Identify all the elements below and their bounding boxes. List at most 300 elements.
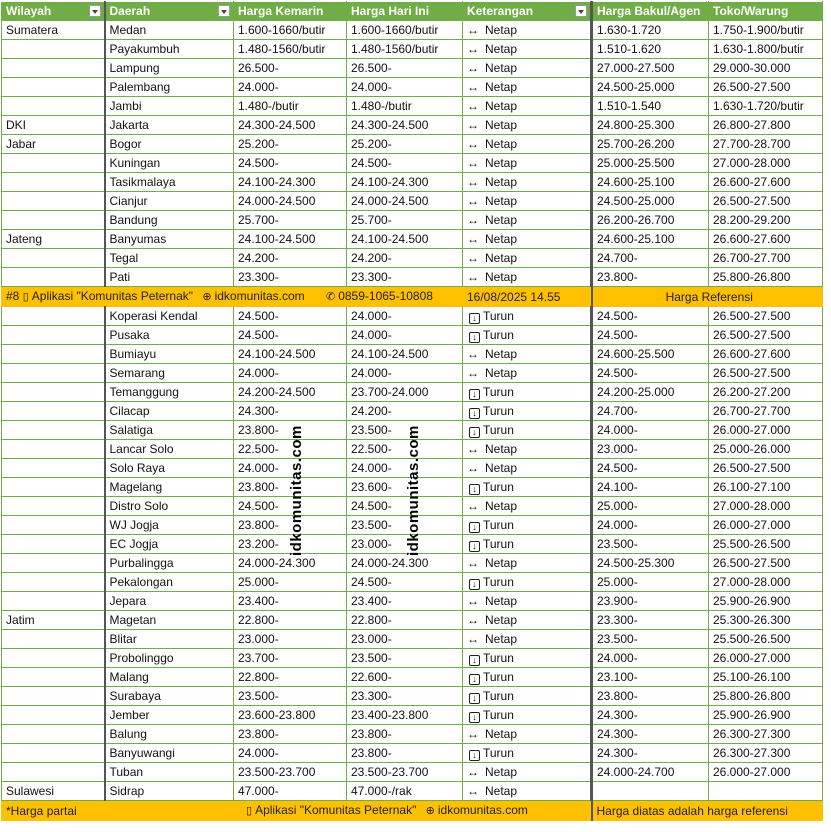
cell-harga-hari-ini[interactable]: 23.500-23.700 — [347, 763, 463, 782]
cell-keterangan[interactable] — [463, 40, 592, 59]
cell-toko-warung[interactable]: 25.900-26.900 — [709, 706, 823, 725]
cell-wilayah[interactable] — [2, 668, 105, 687]
cell-harga-kemarin[interactable]: 22.800- — [234, 611, 347, 630]
cell-toko-warung[interactable]: 25.100-26.100 — [709, 668, 823, 687]
cell-toko-warung[interactable]: 26.500-27.500 — [709, 307, 823, 326]
cell-toko-warung[interactable]: 25.800-26.800 — [709, 268, 823, 287]
cell-harga-bakul[interactable]: 23.800- — [592, 268, 709, 287]
cell-wilayah[interactable] — [2, 345, 105, 364]
cell-wilayah[interactable] — [2, 440, 105, 459]
cell-harga-bakul[interactable]: 24.000- — [592, 421, 709, 440]
cell-harga-bakul[interactable]: 1.510-1.540 — [592, 97, 709, 116]
cell-harga-bakul[interactable]: 24.500-25.000 — [592, 192, 709, 211]
cell-harga-kemarin[interactable]: 24.000- — [234, 78, 347, 97]
cell-harga-hari-ini[interactable]: 24.000- — [347, 78, 463, 97]
cell-harga-kemarin[interactable]: 24.000- — [234, 459, 347, 478]
cell-harga-hari-ini[interactable]: 23.700-24.000 — [347, 383, 463, 402]
header-toko-warung[interactable]: Toko/Warung — [709, 2, 823, 21]
cell-harga-kemarin[interactable]: 24.500- — [234, 326, 347, 345]
cell-keterangan[interactable] — [463, 497, 592, 516]
cell-harga-hari-ini[interactable]: 25.200- — [347, 135, 463, 154]
cell-harga-kemarin[interactable]: 23.600-23.800 — [234, 706, 347, 725]
cell-harga-bakul[interactable]: 24.200-25.000 — [592, 383, 709, 402]
cell-daerah[interactable]: Purbalingga — [105, 554, 234, 573]
cell-toko-warung[interactable]: 26.700-27.700 — [709, 402, 823, 421]
cell-wilayah[interactable] — [2, 744, 105, 763]
cell-daerah[interactable]: Distro Solo — [105, 497, 234, 516]
cell-toko-warung[interactable]: 26.300-27.300 — [709, 725, 823, 744]
cell-harga-kemarin[interactable]: 24.200-24.500 — [234, 383, 347, 402]
cell-daerah[interactable]: Banyuwangi — [105, 744, 234, 763]
cell-keterangan[interactable] — [463, 326, 592, 345]
cell-toko-warung[interactable]: 27.000-28.000 — [709, 573, 823, 592]
cell-keterangan[interactable] — [463, 307, 592, 326]
cell-harga-hari-ini[interactable]: 23.500- — [347, 649, 463, 668]
cell-keterangan[interactable] — [463, 402, 592, 421]
cell-harga-kemarin[interactable]: 24.100-24.500 — [234, 345, 347, 364]
cell-harga-hari-ini[interactable]: 23.500- — [347, 421, 463, 440]
cell-toko-warung[interactable]: 26.200-27.200 — [709, 383, 823, 402]
cell-toko-warung[interactable]: 25.000-26.000 — [709, 440, 823, 459]
cell-wilayah[interactable] — [2, 78, 105, 97]
filter-dropdown-icon[interactable] — [89, 5, 101, 17]
cell-daerah[interactable]: Kuningan — [105, 154, 234, 173]
cell-wilayah[interactable] — [2, 97, 105, 116]
cell-harga-bakul[interactable]: 24.300- — [592, 725, 709, 744]
cell-daerah[interactable]: Tegal — [105, 249, 234, 268]
cell-harga-hari-ini[interactable]: 24.000- — [347, 326, 463, 345]
cell-toko-warung[interactable]: 26.600-27.600 — [709, 173, 823, 192]
cell-harga-kemarin[interactable]: 23.500-23.700 — [234, 763, 347, 782]
cell-wilayah[interactable] — [2, 516, 105, 535]
cell-harga-hari-ini[interactable]: 22.500- — [347, 440, 463, 459]
header-harga-kemarin[interactable]: Harga Kemarin — [234, 2, 347, 21]
cell-toko-warung[interactable]: 28.200-29.200 — [709, 211, 823, 230]
cell-keterangan[interactable] — [463, 97, 592, 116]
cell-harga-bakul[interactable]: 25.000-25.500 — [592, 154, 709, 173]
cell-wilayah[interactable] — [2, 364, 105, 383]
cell-harga-hari-ini[interactable]: 24.500- — [347, 497, 463, 516]
cell-daerah[interactable]: Jambi — [105, 97, 234, 116]
cell-toko-warung[interactable]: 26.500-27.500 — [709, 364, 823, 383]
cell-toko-warung[interactable]: 26.800-27.800 — [709, 116, 823, 135]
cell-wilayah[interactable] — [2, 192, 105, 211]
cell-harga-kemarin[interactable]: 47.000- — [234, 782, 347, 801]
cell-harga-hari-ini[interactable]: 24.200- — [347, 402, 463, 421]
cell-wilayah[interactable] — [2, 554, 105, 573]
cell-daerah[interactable]: Payakumbuh — [105, 40, 234, 59]
cell-harga-bakul[interactable]: 24.300- — [592, 706, 709, 725]
cell-daerah[interactable]: Sidrap — [105, 782, 234, 801]
cell-harga-hari-ini[interactable]: 23.800- — [347, 725, 463, 744]
cell-harga-hari-ini[interactable]: 24.000- — [347, 364, 463, 383]
table-row — [2, 249, 823, 268]
cell-harga-hari-ini[interactable]: 24.000-24.300 — [347, 554, 463, 573]
cell-harga-kemarin[interactable]: 23.800- — [234, 725, 347, 744]
cell-harga-kemarin[interactable]: 1.600-1660/butir — [234, 21, 347, 40]
cell-toko-warung[interactable]: 25.500-26.500 — [709, 535, 823, 554]
cell-harga-bakul[interactable]: 27.000-27.500 — [592, 59, 709, 78]
cell-harga-kemarin[interactable]: 24.000-24.500 — [234, 192, 347, 211]
cell-toko-warung[interactable]: 26.000-27.000 — [709, 649, 823, 668]
cell-harga-kemarin[interactable]: 24.500- — [234, 154, 347, 173]
cell-harga-kemarin[interactable]: 25.200- — [234, 135, 347, 154]
cell-harga-hari-ini[interactable]: 24.000-24.500 — [347, 192, 463, 211]
cell-harga-bakul[interactable]: 24.000-24.700 — [592, 763, 709, 782]
cell-daerah[interactable]: Tuban — [105, 763, 234, 782]
cell-harga-bakul[interactable]: 1.510-1.620 — [592, 40, 709, 59]
cell-wilayah[interactable] — [2, 326, 105, 345]
cell-keterangan[interactable] — [463, 554, 592, 573]
table-row — [2, 154, 823, 173]
cell-keterangan[interactable] — [463, 478, 592, 497]
cell-daerah[interactable]: Probolinggo — [105, 649, 234, 668]
cell-harga-kemarin[interactable]: 24.500- — [234, 497, 347, 516]
cell-wilayah[interactable] — [2, 173, 105, 192]
cell-harga-bakul[interactable]: 23.100- — [592, 668, 709, 687]
cell-harga-bakul[interactable]: 24.500- — [592, 364, 709, 383]
cell-keterangan[interactable] — [463, 192, 592, 211]
cell-harga-kemarin[interactable]: 23.300- — [234, 268, 347, 287]
table-row — [2, 592, 823, 611]
cell-harga-bakul[interactable]: 23.500- — [592, 630, 709, 649]
cell-keterangan[interactable] — [463, 535, 592, 554]
table-row — [2, 135, 823, 154]
cell-toko-warung[interactable]: 25.800-26.800 — [709, 687, 823, 706]
cell-toko-warung[interactable]: 26.600-27.600 — [709, 345, 823, 364]
cell-wilayah[interactable]: Jatim — [2, 611, 105, 630]
cell-harga-kemarin[interactable]: 22.800- — [234, 668, 347, 687]
cell-wilayah[interactable]: Sulawesi — [2, 782, 105, 801]
cell-harga-bakul[interactable]: 24.600-25.100 — [592, 230, 709, 249]
cell-toko-warung[interactable]: 26.500-27.500 — [709, 554, 823, 573]
cell-wilayah[interactable] — [2, 725, 105, 744]
cell-daerah[interactable]: Solo Raya — [105, 459, 234, 478]
cell-keterangan[interactable] — [463, 59, 592, 78]
cell-harga-bakul[interactable]: 25.000- — [592, 573, 709, 592]
cell-keterangan[interactable] — [463, 725, 592, 744]
cell-keterangan[interactable] — [463, 364, 592, 383]
cell-harga-hari-ini[interactable]: 23.600- — [347, 478, 463, 497]
cell-harga-kemarin[interactable]: 1.480-1560/butir — [234, 40, 347, 59]
cell-wilayah[interactable] — [2, 268, 105, 287]
cell-wilayah[interactable]: Jateng — [2, 230, 105, 249]
cell-keterangan[interactable] — [463, 668, 592, 687]
cell-toko-warung[interactable]: 25.900-26.900 — [709, 592, 823, 611]
keterangan-label: Turun — [483, 385, 514, 399]
cell-harga-bakul[interactable]: 24.500- — [592, 326, 709, 345]
cell-daerah[interactable]: Jember — [105, 706, 234, 725]
cell-daerah[interactable]: WJ Jogja — [105, 516, 234, 535]
cell-harga-hari-ini[interactable]: 23.500- — [347, 516, 463, 535]
cell-wilayah[interactable]: Sumatera — [2, 21, 105, 40]
cell-harga-kemarin[interactable]: 24.000-24.300 — [234, 554, 347, 573]
cell-daerah[interactable]: Medan — [105, 21, 234, 40]
cell-daerah[interactable]: Surabaya — [105, 687, 234, 706]
cell-keterangan[interactable] — [463, 687, 592, 706]
cell-harga-bakul[interactable]: 24.100- — [592, 478, 709, 497]
cell-daerah[interactable]: Blitar — [105, 630, 234, 649]
cell-daerah[interactable]: Magelang — [105, 478, 234, 497]
cell-keterangan[interactable] — [463, 78, 592, 97]
cell-harga-hari-ini[interactable]: 23.400-23.800 — [347, 706, 463, 725]
cell-daerah[interactable]: Bogor — [105, 135, 234, 154]
cell-harga-bakul[interactable]: 23.500- — [592, 535, 709, 554]
cell-harga-hari-ini[interactable]: 23.800- — [347, 744, 463, 763]
cell-wilayah[interactable] — [2, 687, 105, 706]
cell-keterangan[interactable] — [463, 611, 592, 630]
cell-keterangan[interactable] — [463, 744, 592, 763]
cell-wilayah[interactable] — [2, 459, 105, 478]
cell-wilayah[interactable] — [2, 40, 105, 59]
cell-keterangan[interactable] — [463, 459, 592, 478]
cell-daerah[interactable]: EC Jogja — [105, 535, 234, 554]
cell-keterangan[interactable] — [463, 706, 592, 725]
cell-wilayah[interactable] — [2, 649, 105, 668]
cell-daerah[interactable]: Lampung — [105, 59, 234, 78]
cell-harga-kemarin[interactable]: 23.000- — [234, 630, 347, 649]
cell-keterangan[interactable] — [463, 782, 592, 801]
cell-daerah[interactable]: Salatiga — [105, 421, 234, 440]
cell-daerah[interactable]: Magetan — [105, 611, 234, 630]
cell-daerah[interactable]: Bandung — [105, 211, 234, 230]
cell-daerah[interactable]: Cilacap — [105, 402, 234, 421]
cell-daerah[interactable]: Pekalongan — [105, 573, 234, 592]
cell-harga-bakul[interactable]: 25.000- — [592, 497, 709, 516]
cell-daerah[interactable]: Jepara — [105, 592, 234, 611]
cell-toko-warung[interactable] — [709, 782, 823, 801]
cell-harga-bakul[interactable]: 24.800-25.300 — [592, 116, 709, 135]
cell-harga-hari-ini[interactable]: 23.300- — [347, 687, 463, 706]
cell-harga-hari-ini[interactable]: 23.400- — [347, 592, 463, 611]
cell-harga-bakul[interactable]: 23.000- — [592, 440, 709, 459]
cell-daerah[interactable]: Jakarta — [105, 116, 234, 135]
cell-harga-bakul[interactable]: 24.500-25.000 — [592, 78, 709, 97]
cell-harga-bakul[interactable]: 24.300- — [592, 744, 709, 763]
cell-harga-hari-ini[interactable]: 24.500- — [347, 573, 463, 592]
cell-harga-kemarin[interactable]: 23.200- — [234, 535, 347, 554]
cell-harga-kemarin[interactable]: 23.800- — [234, 421, 347, 440]
cell-daerah[interactable]: Bumiayu — [105, 345, 234, 364]
cell-keterangan[interactable] — [463, 573, 592, 592]
left-right-arrow-icon: ↔ — [467, 347, 479, 361]
cell-harga-hari-ini[interactable]: 23.000- — [347, 535, 463, 554]
cell-keterangan[interactable] — [463, 649, 592, 668]
cell-harga-kemarin[interactable]: 24.000- — [234, 364, 347, 383]
cell-keterangan[interactable] — [463, 763, 592, 782]
cell-toko-warung[interactable]: 26.000-27.000 — [709, 516, 823, 535]
filter-dropdown-icon[interactable] — [218, 5, 230, 17]
cell-harga-kemarin[interactable]: 23.500- — [234, 687, 347, 706]
cell-toko-warung[interactable]: 1.630-1.720/butir — [709, 97, 823, 116]
cell-keterangan[interactable] — [463, 345, 592, 364]
cell-daerah[interactable]: Pusaka — [105, 326, 234, 345]
cell-harga-bakul[interactable]: 24.700- — [592, 249, 709, 268]
cell-toko-warung[interactable]: 26.500-27.500 — [709, 326, 823, 345]
cell-harga-kemarin[interactable]: 24.300-24.500 — [234, 116, 347, 135]
cell-toko-warung[interactable]: 27.000-28.000 — [709, 154, 823, 173]
cell-wilayah[interactable] — [2, 402, 105, 421]
cell-wilayah[interactable] — [2, 307, 105, 326]
filter-dropdown-icon[interactable] — [575, 5, 587, 17]
cell-wilayah[interactable] — [2, 154, 105, 173]
cell-harga-hari-ini[interactable]: 47.000-/rak — [347, 782, 463, 801]
cell-toko-warung[interactable]: 26.500-27.500 — [709, 192, 823, 211]
cell-daerah[interactable]: Malang — [105, 668, 234, 687]
header-wilayah[interactable]: Wilayah — [2, 2, 105, 21]
table-row — [2, 364, 823, 383]
cell-harga-hari-ini[interactable]: 22.600- — [347, 668, 463, 687]
cell-toko-warung[interactable]: 26.700-27.700 — [709, 249, 823, 268]
cell-keterangan[interactable] — [463, 135, 592, 154]
cell-wilayah[interactable] — [2, 211, 105, 230]
cell-wilayah[interactable] — [2, 421, 105, 440]
keterangan-label: Turun — [483, 670, 514, 684]
cell-harga-hari-ini[interactable]: 24.000- — [347, 307, 463, 326]
cell-daerah[interactable]: Semarang — [105, 364, 234, 383]
cell-keterangan[interactable] — [463, 230, 592, 249]
cell-harga-kemarin[interactable]: 1.480-/butir — [234, 97, 347, 116]
cell-harga-hari-ini[interactable]: 23.000- — [347, 630, 463, 649]
cell-daerah[interactable]: Lancar Solo — [105, 440, 234, 459]
cell-daerah[interactable]: Temanggung — [105, 383, 234, 402]
cell-harga-hari-ini[interactable]: 25.700- — [347, 211, 463, 230]
cell-wilayah[interactable]: Jabar — [2, 135, 105, 154]
cell-harga-kemarin[interactable]: 25.700- — [234, 211, 347, 230]
cell-toko-warung[interactable]: 25.500-26.500 — [709, 630, 823, 649]
header-daerah[interactable]: Daerah — [105, 2, 234, 21]
cell-wilayah[interactable] — [2, 478, 105, 497]
cell-toko-warung[interactable]: 26.300-27.300 — [709, 744, 823, 763]
cell-toko-warung[interactable]: 26.500-27.500 — [709, 459, 823, 478]
cell-daerah[interactable]: Balung — [105, 725, 234, 744]
cell-keterangan[interactable] — [463, 421, 592, 440]
cell-harga-bakul[interactable]: 24.700- — [592, 402, 709, 421]
cell-harga-bakul[interactable]: 24.000- — [592, 516, 709, 535]
cell-daerah[interactable]: Cianjur — [105, 192, 234, 211]
cell-daerah[interactable]: Palembang — [105, 78, 234, 97]
cell-wilayah[interactable] — [2, 763, 105, 782]
footer-row — [2, 801, 823, 821]
cell-daerah[interactable]: Pati — [105, 268, 234, 287]
cell-harga-kemarin[interactable]: 23.700- — [234, 649, 347, 668]
cell-wilayah[interactable] — [2, 630, 105, 649]
cell-harga-bakul[interactable]: 23.800- — [592, 687, 709, 706]
cell-harga-bakul[interactable]: 24.500- — [592, 307, 709, 326]
cell-toko-warung[interactable]: 26.600-27.600 — [709, 230, 823, 249]
cell-toko-warung[interactable]: 25.300-26.300 — [709, 611, 823, 630]
cell-toko-warung[interactable]: 27.700-28.700 — [709, 135, 823, 154]
cell-keterangan[interactable] — [463, 21, 592, 40]
cell-harga-hari-ini[interactable]: 24.100-24.500 — [347, 230, 463, 249]
cell-harga-hari-ini[interactable]: 1.480-1560/butir — [347, 40, 463, 59]
cell-daerah[interactable]: Banyumas — [105, 230, 234, 249]
cell-harga-hari-ini[interactable]: 1.480-/butir — [347, 97, 463, 116]
cell-harga-bakul[interactable]: 23.300- — [592, 611, 709, 630]
cell-keterangan[interactable] — [463, 249, 592, 268]
cell-harga-bakul[interactable]: 24.600-25.100 — [592, 173, 709, 192]
header-harga-bakul[interactable]: Harga Bakul/Agen — [592, 2, 709, 21]
cell-toko-warung[interactable]: 29.000-30.000 — [709, 59, 823, 78]
cell-harga-kemarin[interactable]: 23.400- — [234, 592, 347, 611]
cell-harga-hari-ini[interactable]: 24.300-24.500 — [347, 116, 463, 135]
cell-daerah[interactable]: Koperasi Kendal — [105, 307, 234, 326]
cell-harga-hari-ini[interactable]: 24.000- — [347, 459, 463, 478]
cell-harga-kemarin[interactable]: 24.200- — [234, 249, 347, 268]
cell-wilayah[interactable] — [2, 573, 105, 592]
cell-wilayah[interactable] — [2, 249, 105, 268]
cell-keterangan[interactable] — [463, 268, 592, 287]
cell-harga-hari-ini[interactable]: 24.200- — [347, 249, 463, 268]
cell-keterangan[interactable] — [463, 116, 592, 135]
cell-harga-bakul[interactable]: 1.630-1.720 — [592, 21, 709, 40]
header-keterangan[interactable]: Keterangan — [463, 2, 592, 21]
cell-wilayah[interactable] — [2, 497, 105, 516]
cell-wilayah[interactable] — [2, 706, 105, 725]
cell-toko-warung[interactable]: 1.750-1.900/butir — [709, 21, 823, 40]
cell-harga-kemarin[interactable]: 24.300- — [234, 402, 347, 421]
cell-keterangan[interactable] — [463, 173, 592, 192]
left-right-arrow-icon: ↔ — [467, 613, 479, 627]
cell-harga-bakul[interactable]: 24.000- — [592, 649, 709, 668]
cell-keterangan[interactable] — [463, 630, 592, 649]
cell-harga-kemarin[interactable]: 24.500- — [234, 307, 347, 326]
cell-harga-hari-ini[interactable]: 26.500- — [347, 59, 463, 78]
cell-harga-kemarin[interactable]: 24.000- — [234, 744, 347, 763]
cell-harga-hari-ini[interactable]: 24.100-24.500 — [347, 345, 463, 364]
cell-harga-bakul[interactable]: 24.500-25.300 — [592, 554, 709, 573]
cell-harga-hari-ini[interactable]: 1.600-1660/butir — [347, 21, 463, 40]
cell-keterangan[interactable] — [463, 440, 592, 459]
cell-daerah[interactable]: Tasikmalaya — [105, 173, 234, 192]
cell-keterangan[interactable] — [463, 154, 592, 173]
cell-toko-warung[interactable]: 26.000-27.000 — [709, 421, 823, 440]
cell-keterangan[interactable] — [463, 516, 592, 535]
cell-wilayah[interactable] — [2, 383, 105, 402]
cell-harga-bakul[interactable]: 23.900- — [592, 592, 709, 611]
cell-harga-kemarin[interactable]: 25.000- — [234, 573, 347, 592]
cell-keterangan[interactable] — [463, 383, 592, 402]
cell-harga-kemarin[interactable]: 26.500- — [234, 59, 347, 78]
cell-wilayah[interactable] — [2, 59, 105, 78]
cell-keterangan[interactable] — [463, 211, 592, 230]
cell-toko-warung[interactable]: 27.000-28.000 — [709, 497, 823, 516]
cell-toko-warung[interactable]: 26.000-27.000 — [709, 763, 823, 782]
cell-harga-kemarin[interactable]: 23.800- — [234, 516, 347, 535]
cell-harga-kemarin[interactable]: 24.100-24.500 — [234, 230, 347, 249]
cell-harga-bakul[interactable]: 24.600-25.500 — [592, 345, 709, 364]
cell-harga-kemarin[interactable]: 23.800- — [234, 478, 347, 497]
cell-harga-bakul[interactable]: 26.200-26.700 — [592, 211, 709, 230]
cell-toko-warung[interactable]: 26.500-27.500 — [709, 78, 823, 97]
cell-wilayah[interactable]: DKI — [2, 116, 105, 135]
cell-harga-bakul[interactable]: 24.500- — [592, 459, 709, 478]
cell-harga-hari-ini[interactable]: 23.300- — [347, 268, 463, 287]
cell-harga-hari-ini[interactable]: 24.500- — [347, 154, 463, 173]
cell-harga-bakul[interactable]: 25.700-26.200 — [592, 135, 709, 154]
cell-harga-hari-ini[interactable]: 24.100-24.300 — [347, 173, 463, 192]
cell-toko-warung[interactable]: 1.630-1.800/butir — [709, 40, 823, 59]
cell-keterangan[interactable] — [463, 592, 592, 611]
header-harga-hari-ini[interactable]: Harga Hari Ini — [347, 2, 463, 21]
cell-wilayah[interactable] — [2, 535, 105, 554]
cell-harga-bakul[interactable] — [592, 782, 709, 801]
cell-toko-warung[interactable]: 26.100-27.100 — [709, 478, 823, 497]
cell-harga-kemarin[interactable]: 22.500- — [234, 440, 347, 459]
cell-wilayah[interactable] — [2, 592, 105, 611]
cell-harga-hari-ini[interactable]: 22.800- — [347, 611, 463, 630]
cell-harga-kemarin[interactable]: 24.100-24.300 — [234, 173, 347, 192]
